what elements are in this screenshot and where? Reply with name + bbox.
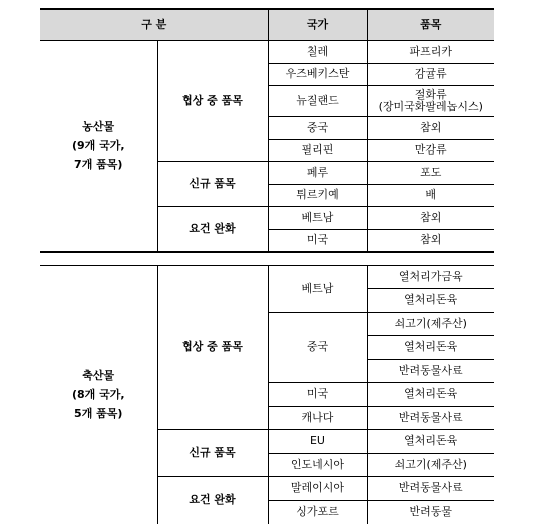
livestock-category-countries: (8개 국가,: [71, 388, 125, 401]
item-line: 절화류: [414, 88, 447, 101]
item-cell: 열처리돈육: [367, 430, 494, 454]
country-cell: 중국: [268, 312, 367, 383]
header-row: [40, 9, 494, 41]
country-cell: 페루: [268, 162, 367, 185]
livestock-sub-new: 신규 품목: [157, 430, 268, 477]
item-cell: 쇠고기(제주산): [367, 453, 494, 477]
livestock-sub-negotiation: 협상 중 품목: [157, 265, 268, 430]
item-cell: 열처리가금육: [367, 265, 494, 289]
livestock-sub-relax: 요건 완화: [157, 477, 268, 524]
item-cell: 열처리돈육: [367, 383, 494, 407]
country-cell: 캐나다: [268, 406, 367, 430]
livestock-category: [40, 265, 157, 524]
header-country: 국가: [268, 9, 367, 41]
item-cell: 배: [367, 184, 494, 207]
item-cell: 만감류: [367, 139, 494, 162]
item-cell: 감귤류: [367, 63, 494, 86]
country-cell: 베트남: [268, 265, 367, 312]
item-cell: 열처리돈육: [367, 289, 494, 313]
table-row: [40, 41, 494, 64]
livestock-category-name: 축산물: [82, 369, 115, 382]
section-gap-row: [40, 252, 494, 266]
country-cell: 중국: [268, 117, 367, 140]
header-category: 구 분: [40, 9, 268, 41]
section-gap: [40, 252, 494, 266]
agri-sub-relax: 요건 완화: [157, 207, 268, 252]
agri-sub-negotiation: 협상 중 품목: [157, 41, 268, 162]
item-cell: 반려동물사료: [367, 359, 494, 383]
table-row: [40, 265, 494, 289]
item-cell: 열처리돈육: [367, 336, 494, 360]
item-cell: 참외: [367, 207, 494, 230]
agri-category-countries: (9개 국가,: [71, 139, 125, 153]
item-cell: 참외: [367, 229, 494, 252]
country-cell: 우즈베키스탄: [268, 63, 367, 86]
item-cell: 쇠고기(제주산): [367, 312, 494, 336]
country-cell: 튀르키예: [268, 184, 367, 207]
country-cell: 인도네시아: [268, 453, 367, 477]
item-line-sub: (장미국화팔레놉시스): [378, 100, 483, 113]
livestock-category-items: 5개 품목): [74, 407, 123, 420]
item-cell: 참외: [367, 117, 494, 140]
livestock-section: [40, 265, 494, 524]
item-cell: 파프리카: [367, 41, 494, 64]
header-item: 품목: [367, 9, 494, 41]
item-cell: 반려동물: [367, 500, 494, 524]
item-cell: 반려동물사료: [367, 406, 494, 430]
country-cell: 필리핀: [268, 139, 367, 162]
country-cell: 미국: [268, 229, 367, 252]
agri-category: [40, 41, 157, 252]
country-cell: 말레이시아: [268, 477, 367, 501]
country-cell: 싱가포르: [268, 500, 367, 524]
agri-section: [40, 41, 494, 252]
agri-category-name: 농산물: [82, 120, 115, 134]
item-cell: 포도: [367, 162, 494, 185]
item-cell: 반려동물사료: [367, 477, 494, 501]
country-cell: 미국: [268, 383, 367, 407]
country-cell: 칠레: [268, 41, 367, 64]
item-cell: [367, 86, 494, 117]
trade-items-table: [40, 8, 494, 524]
agri-category-items: 7개 품목): [74, 158, 123, 172]
country-cell: 뉴질랜드: [268, 86, 367, 117]
country-cell: 베트남: [268, 207, 367, 230]
country-cell: EU: [268, 430, 367, 454]
agri-sub-new: 신규 품목: [157, 162, 268, 207]
